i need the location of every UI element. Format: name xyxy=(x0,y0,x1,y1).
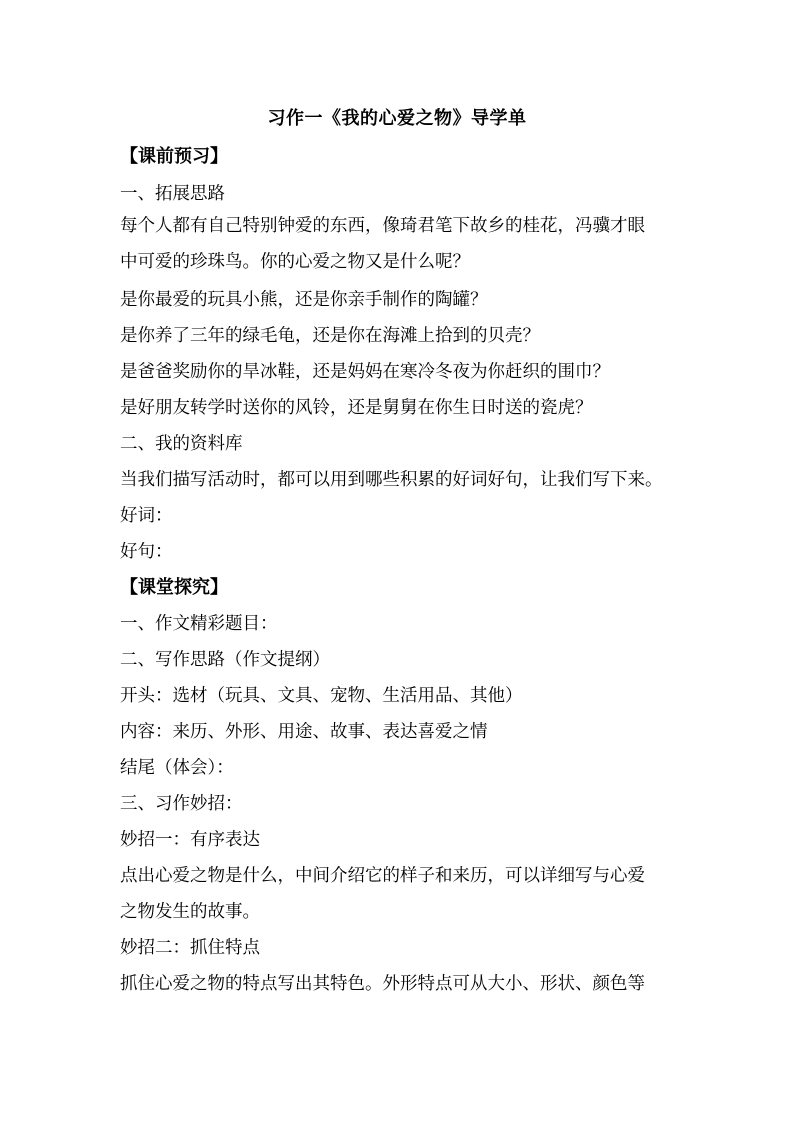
section2-title: 二、我的资料库 xyxy=(120,434,243,454)
intro-line-2: 中可爱的珍珠鸟。你的心爱之物又是什么呢？ xyxy=(120,252,470,272)
question-1: 是你最爱的玩具小熊，还是你亲手制作的陶罐？ xyxy=(120,290,488,310)
outline-content: 内容：来历、外形、用途、故事、表达喜爱之情 xyxy=(120,722,488,742)
question-4: 是好朋友转学时送你的风铃，还是舅舅在你生日时送的瓷虎？ xyxy=(120,398,593,418)
classroom-item-2: 二、写作思路（作文提纲） xyxy=(120,650,330,670)
preview-heading: 【课前预习】 xyxy=(120,146,228,167)
tip-1-title: 妙招一：有序表达 xyxy=(120,830,260,850)
tip-1-line-2: 之物发生的故事。 xyxy=(120,902,260,922)
good-words-label: 好词： xyxy=(120,506,173,526)
good-sentences-label: 好句： xyxy=(120,542,173,562)
classroom-item-3: 三、习作妙招： xyxy=(120,794,243,814)
classroom-item-1: 一、作文精彩题目： xyxy=(120,614,278,634)
outline-ending: 结尾（体会）： xyxy=(120,758,234,778)
section1-title: 一、拓展思路 xyxy=(120,184,225,204)
library-prompt: 当我们描写活动时，都可以用到哪些积累的好词好句，让我们写下来。 xyxy=(120,470,663,490)
tip-2-title: 妙招二：抓住特点 xyxy=(120,938,260,958)
question-2: 是你养了三年的绿毛龟，还是你在海滩上拾到的贝壳？ xyxy=(120,326,540,346)
outline-opening: 开头：选材（玩具、文具、宠物、生活用品、其他） xyxy=(120,686,523,706)
document-title: 习作一《我的心爱之物》导学单 xyxy=(267,108,527,129)
tip-1-line-1: 点出心爱之物是什么，中间介绍它的样子和来历，可以详细写与心爱 xyxy=(120,866,645,886)
tip-2-line-1: 抓住心爱之物的特点写出其特色。外形特点可从大小、形状、颜色等 xyxy=(120,974,645,994)
question-3: 是爸爸奖励你的旱冰鞋，还是妈妈在寒冷冬夜为你赶织的围巾？ xyxy=(120,362,610,382)
classroom-heading: 【课堂探究】 xyxy=(120,577,228,598)
intro-line-1: 每个人都有自己特别钟爱的东西，像琦君笔下故乡的桂花，冯骥才眼 xyxy=(120,216,645,236)
